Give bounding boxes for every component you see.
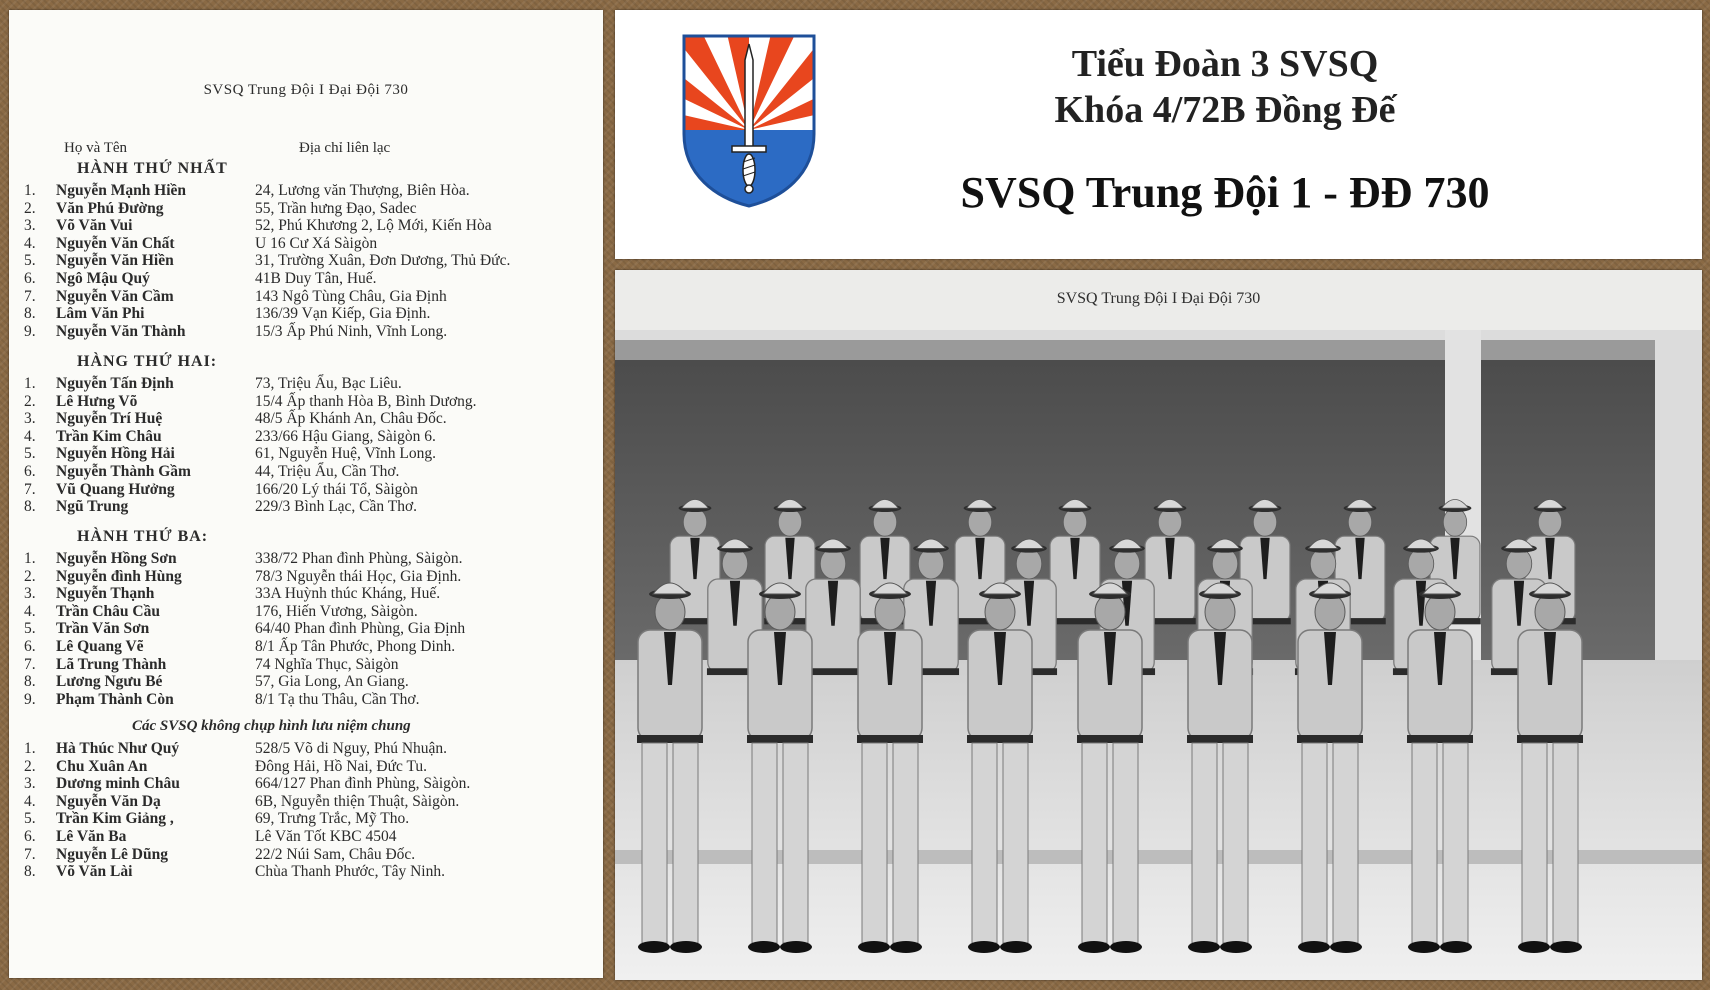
photo-caption: SVSQ Trung Đội I Đại Đội 730 <box>1056 290 1261 307</box>
roster-row <box>9 690 603 709</box>
section-heading: Các SVSQ không chụp hình lưu niệm chung <box>132 718 411 734</box>
roster-number: 3. <box>24 775 36 793</box>
roster-row <box>9 827 603 846</box>
cadet-address: 229/3 Bình Lạc, Cần Thơ. <box>255 498 418 516</box>
roster-number: 6. <box>24 828 36 845</box>
roster-row <box>9 757 603 776</box>
cadet-name: Lã Trung Thành <box>56 655 167 673</box>
cadet-address: 74 Nghĩa Thục, Sàigòn <box>255 655 399 673</box>
roster-row <box>9 672 603 691</box>
roster-row <box>9 444 603 463</box>
cadet-name: Nguyễn Văn Thành <box>56 322 186 340</box>
roster-row <box>9 462 603 481</box>
roster-row <box>9 774 603 793</box>
roster-number: 1. <box>24 375 36 392</box>
roster-row <box>9 216 603 235</box>
roster-number: 7. <box>24 480 36 498</box>
cadet-address: 52, Phú Khương 2, Lộ Mới, Kiến Hòa <box>255 217 492 235</box>
cadet-address: 57, Gia Long, An Giang. <box>255 673 409 691</box>
roster-row <box>9 427 603 446</box>
cadet-address: 15/4 Ấp thanh Hòa B, Bình Dương. <box>255 392 477 410</box>
cadet-name: Nguyễn đình Hùng <box>56 567 182 585</box>
roster-row <box>9 739 603 758</box>
cadet-name: Ngô Mậu Quý <box>56 270 150 287</box>
cadet-name: Nguyễn Văn Hiền <box>56 252 174 270</box>
roster-row <box>9 269 603 288</box>
roster-number: 7. <box>24 287 36 305</box>
roster-row <box>9 602 603 621</box>
cadet-address: 22/2 Núi Sam, Châu Đốc. <box>255 845 416 863</box>
roster-number: 1. <box>24 550 36 567</box>
roster-number: 7. <box>24 655 36 673</box>
roster-number: 3. <box>24 217 36 235</box>
cadet-name: Võ Văn Vui <box>56 217 133 235</box>
roster-number: 5. <box>24 252 36 270</box>
roster-row <box>9 549 603 568</box>
roster-number: 7. <box>24 845 36 863</box>
cadet-name: Nguyễn Thạnh <box>56 585 155 603</box>
roster-number: 2. <box>24 567 36 585</box>
cadet-address: 31, Trường Xuân, Đơn Dương, Thủ Đức. <box>255 252 511 270</box>
roster-number: 2. <box>24 392 36 410</box>
cadet-name: Hà Thúc Như Quý <box>56 740 180 757</box>
cadet-address: 6B, Nguyễn thiện Thuật, Sàigòn. <box>255 792 460 810</box>
roster-row <box>9 287 603 306</box>
section-heading: HÀNG THỨ HAI: <box>77 353 218 370</box>
roster-row <box>9 655 603 674</box>
cadet-address: 8/1 Tạ thu Thâu, Cần Thơ. <box>255 690 420 708</box>
roster-row <box>9 322 603 341</box>
cadet-address: U 16 Cư Xá Sàigòn <box>255 234 378 252</box>
cadet-address: 143 Ngô Tùng Châu, Gia Định <box>255 287 447 305</box>
roster-row <box>9 392 603 411</box>
cadet-name: Lê Quang Vẽ <box>56 638 144 655</box>
roster-number: 8. <box>24 863 36 881</box>
cadet-name: Nguyễn Hồng Sơn <box>56 550 177 567</box>
cadet-name: Nguyễn Tấn Định <box>56 375 174 392</box>
cadet-address: 73, Triệu Ẩu, Bạc Liêu. <box>255 375 402 392</box>
roster-number: 6. <box>24 463 36 480</box>
roster-number: 6. <box>24 638 36 655</box>
roster-number: 9. <box>24 690 36 708</box>
cadet-name: Trần Châu Cầu <box>56 602 160 620</box>
roster-row <box>9 234 603 253</box>
roster-row <box>9 181 603 200</box>
roster-number: 2. <box>24 199 36 217</box>
section-heading: HÀNH THỨ BA: <box>77 528 209 545</box>
cadet-name: Ngũ Trung <box>56 498 129 516</box>
cadet-address: 8/1 Ấp Tân Phước, Phong Dinh. <box>255 638 456 655</box>
column-header-name: Họ và Tên <box>64 140 128 156</box>
cadet-address: 33A Huỳnh thúc Kháng, Huế. <box>255 585 441 603</box>
roster-row <box>9 845 603 864</box>
cadet-name: Vũ Quang Hưởng <box>56 480 175 498</box>
roster-row <box>9 567 603 586</box>
cadet-name: Nguyễn Văn Dạ <box>56 792 161 810</box>
cadet-name: Nguyễn Mạnh Hiền <box>56 182 187 199</box>
roster-row <box>9 809 603 828</box>
cadet-address: 69, Trưng Trắc, Mỹ Tho. <box>255 810 410 828</box>
cadet-name: Văn Phú Đường <box>56 199 164 217</box>
cadet-address: 338/72 Phan đình Phùng, Sàigòn. <box>255 550 463 567</box>
cadet-address: 78/3 Nguyễn thái Học, Gia Định. <box>255 567 462 585</box>
column-header-address: Địa chỉ liên lạc <box>299 140 391 156</box>
cadet-name: Nguyễn Trí Huệ <box>56 410 163 428</box>
roster-number: 4. <box>24 602 36 620</box>
cadet-address: 61, Nguyễn Huệ, Vĩnh Long. <box>255 445 436 463</box>
cadet-address: 166/20 Lý thái Tổ, Sàigòn <box>255 480 418 498</box>
roster-number: 8. <box>24 305 36 323</box>
cadet-name: Chu Xuân An <box>56 757 148 775</box>
cadet-address: 528/5 Võ di Nguy, Phú Nhuận. <box>255 740 448 757</box>
roster-title: SVSQ Trung Đội I Đại Đội 730 <box>203 82 409 98</box>
roster-row <box>9 584 603 603</box>
roster-row <box>9 480 603 499</box>
cadet-name: Nguyễn Lê Dũng <box>56 845 168 863</box>
cadet-address: 664/127 Phan đình Phùng, Sàigòn. <box>255 775 471 793</box>
roster-row <box>9 374 603 393</box>
cadet-address: 136/39 Vạn Kiếp, Gia Định. <box>255 305 431 323</box>
roster-number: 1. <box>24 740 36 757</box>
cadet-address: 15/3 Ấp Phú Ninh, Vĩnh Long. <box>255 322 448 340</box>
roster-number: 9. <box>24 322 36 340</box>
cadet-address: Lê Văn Tốt KBC 4504 <box>255 828 397 845</box>
roster-number: 3. <box>24 585 36 603</box>
cadet-name: Trần Văn Sơn <box>56 620 150 638</box>
cadet-name: Nguyễn Văn Cầm <box>56 287 174 305</box>
group-photo-panel <box>615 270 1702 980</box>
roster-row <box>9 792 603 811</box>
roster-row <box>9 862 603 881</box>
roster-row <box>9 619 603 638</box>
cadet-address: 48/5 Ấp Khánh An, Châu Đốc. <box>255 410 447 428</box>
cadet-name: Lê Hưng Võ <box>56 392 138 410</box>
roster-row <box>9 637 603 656</box>
cadet-name: Phạm Thành Còn <box>56 690 174 708</box>
roster-number: 5. <box>24 445 36 463</box>
roster-number: 5. <box>24 810 36 828</box>
roster-number: 6. <box>24 270 36 287</box>
cadet-name: Võ Văn Lài <box>56 863 133 881</box>
cadet-address: Đông Hải, Hồ Nai, Đức Tu. <box>255 757 428 775</box>
cadet-name: Lương Ngưu Bé <box>56 673 163 691</box>
platoon-title: SVSQ Trung Đội 1 - ĐĐ 730 <box>960 168 1490 217</box>
cadet-address: 55, Trần hưng Đạo, Sadec <box>255 199 417 217</box>
class-title: Khóa 4/72B Đồng Đế <box>1054 89 1396 131</box>
cadet-address: 41B Duy Tân, Huế. <box>255 270 377 287</box>
roster-document <box>9 10 603 978</box>
title-panel <box>615 10 1702 259</box>
cadet-address: 64/40 Phan đình Phùng, Gia Định <box>255 620 466 638</box>
cadet-name: Nguyễn Hồng Hải <box>56 445 175 463</box>
cadet-name: Nguyễn Thành Gầm <box>56 463 191 480</box>
cadet-name: Lâm Văn Phi <box>56 305 145 323</box>
roster-number: 4. <box>24 792 36 810</box>
roster-number: 3. <box>24 410 36 428</box>
roster-row <box>9 409 603 428</box>
roster-number: 4. <box>24 234 36 252</box>
cadet-name: Trần Kim Châu <box>56 427 162 445</box>
roster-row <box>9 304 603 323</box>
battalion-emblem-icon <box>678 30 820 208</box>
roster-row <box>9 199 603 218</box>
cadet-address: 233/66 Hậu Giang, Sàigòn 6. <box>255 427 436 445</box>
cadet-name: Lê Văn Ba <box>56 828 127 845</box>
roster-number: 2. <box>24 757 36 775</box>
battalion-title: Tiểu Đoàn 3 SVSQ <box>1071 43 1379 85</box>
section-heading: HÀNH THỨ NHẤT <box>77 160 228 177</box>
roster-number: 4. <box>24 427 36 445</box>
roster-number: 8. <box>24 498 36 516</box>
roster-row <box>9 497 603 516</box>
cadet-name: Trần Kim Giảng , <box>56 810 174 828</box>
cadet-address: Chùa Thanh Phước, Tây Ninh. <box>255 863 445 881</box>
group-photo <box>615 330 1702 980</box>
roster-number: 1. <box>24 182 36 199</box>
cadet-name: Dương minh Châu <box>56 775 180 793</box>
cadet-address: 176, Hiến Vương, Sàigòn. <box>255 602 418 620</box>
roster-number: 8. <box>24 673 36 691</box>
cadet-address: 24, Lương văn Thượng, Biên Hòa. <box>255 182 470 199</box>
cadet-address: 44, Triệu Ẩu, Cần Thơ. <box>255 463 400 480</box>
roster-row <box>9 251 603 270</box>
roster-number: 5. <box>24 620 36 638</box>
cadet-name: Nguyễn Văn Chất <box>56 234 175 252</box>
